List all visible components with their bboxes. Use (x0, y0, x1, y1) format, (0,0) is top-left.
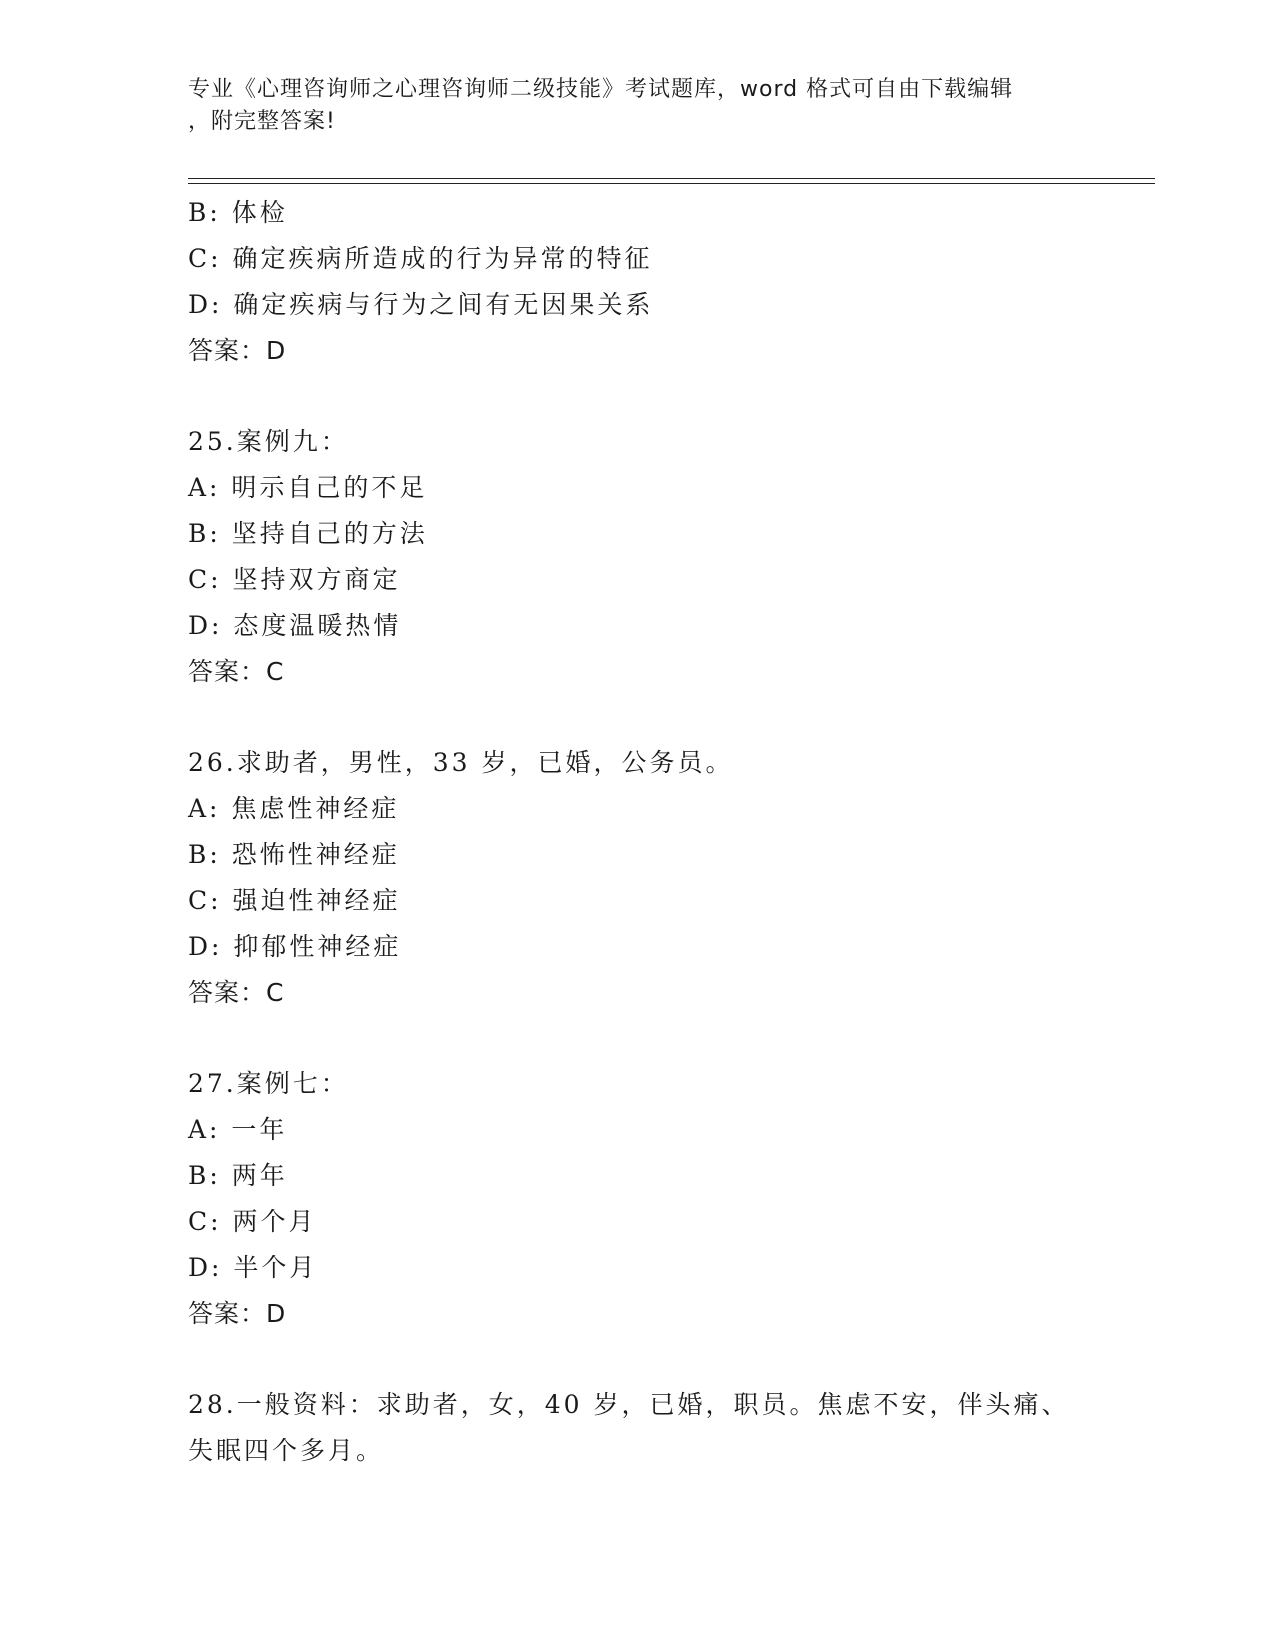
header-divider-top (188, 178, 1155, 179)
header-line-2: ，附完整答案! (188, 109, 336, 134)
option-d: D: 半个月 (188, 1253, 318, 1282)
document-header (188, 74, 1088, 138)
option-a: A: 焦虑性神经症 (188, 794, 400, 823)
option-d: D: 态度温暖热情 (188, 611, 402, 640)
option-c: C: 坚持双方商定 (188, 565, 401, 594)
option-b: B: 两年 (188, 1161, 288, 1190)
option-c: C: 两个月 (188, 1207, 317, 1236)
question-block (188, 190, 1088, 374)
answer-line: 答案：D (188, 1299, 287, 1328)
spacer (188, 1016, 1088, 1061)
answer-line: 答案：C (188, 978, 285, 1007)
spacer (188, 1337, 1088, 1382)
question-block (188, 419, 1088, 695)
option-d: D: 抑郁性神经症 (188, 932, 402, 961)
question-stem: 27.案例七： (188, 1069, 349, 1098)
header-line-1: 专业《心理咨询师之心理咨询师二级技能》考试题库，word 格式可自由下载编辑 (188, 77, 1014, 102)
question-block (188, 740, 1088, 1016)
answer-line: 答案：D (188, 336, 287, 365)
question-stem-line-1: 28.一般资料：求助者，女，40 岁，已婚，职员。焦虑不安，伴头痛、 (188, 1390, 1070, 1419)
option-c: C: 确定疾病所造成的行为异常的特征 (188, 244, 653, 273)
question-list (188, 190, 1088, 1474)
option-c: C: 强迫性神经症 (188, 886, 401, 915)
option-b: B: 体检 (188, 198, 288, 227)
question-block (188, 1061, 1088, 1337)
question-stem-line-2: 失眠四个多月。 (188, 1436, 385, 1465)
spacer (188, 374, 1088, 419)
option-b: B: 坚持自己的方法 (188, 519, 428, 548)
option-a: A: 一年 (188, 1115, 288, 1144)
option-b: B: 恐怖性神经症 (188, 840, 400, 869)
option-a: A: 明示自己的不足 (188, 473, 428, 502)
answer-line: 答案：C (188, 657, 285, 686)
spacer (188, 695, 1088, 740)
question-stem: 26.求助者，男性，33 岁，已婚，公务员。 (188, 748, 734, 777)
option-d: D: 确定疾病与行为之间有无因果关系 (188, 290, 654, 319)
question-stem: 25.案例九： (188, 427, 349, 456)
header-divider-bottom (188, 183, 1155, 184)
question-block (188, 1382, 1088, 1474)
